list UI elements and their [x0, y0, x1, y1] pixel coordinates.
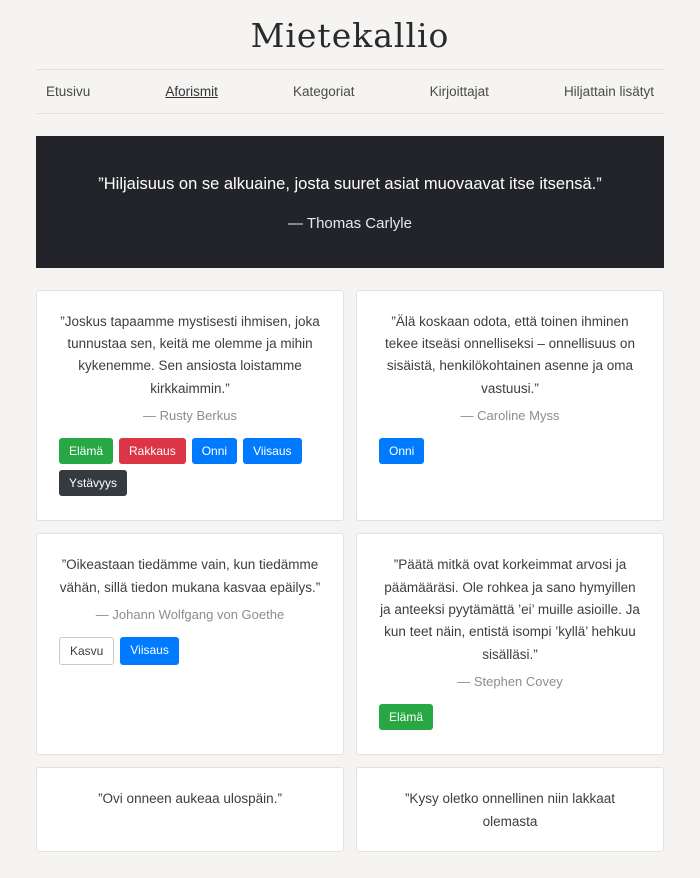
tag-ystavyys[interactable]: Ystävyys — [59, 470, 127, 496]
quote-card[interactable] — [356, 290, 664, 522]
tag-viisaus[interactable]: Viisaus — [243, 438, 301, 464]
quote-author: — Rusty Berkus — [143, 407, 237, 423]
quote-text: ”Kysy oletko onnellinen niin lakkaat olemasta — [404, 791, 616, 829]
quote-text: ”Päätä mitkä ovat korkeimmat arvosi ja päämääräsi. Ole rohkea ja sano hymyillen ja anteeksi pyytämättä ’ei’ muille asioille. Ja kun teet näin, entistä isompi ’kyllä’ hehkuu sisälläsi.” — [380, 557, 640, 662]
tag-list — [379, 438, 641, 470]
featured-quote-text: ”Hiljaisuus on se alkuaine, josta suuret asiat muovaavat itse itsensä.” — [98, 175, 602, 193]
quote-card-wrapper — [350, 527, 670, 761]
quote-card-wrapper — [30, 527, 350, 761]
tag-list — [59, 438, 321, 502]
quote-card-wrapper — [30, 761, 350, 858]
quote-text: ”Älä koskaan odota, että toinen ihminen tekee itseäsi onnelliseksi – onnellisuus on sisäistä, henkilökohtainen asenne ja oma vastuusi.” — [385, 313, 635, 396]
tag-elama[interactable]: Elämä — [379, 704, 433, 730]
quote-card[interactable] — [36, 290, 344, 522]
quote-card-grid — [30, 284, 670, 858]
nav-item-etusivu[interactable]: Etusivu — [46, 84, 91, 99]
nav-item-hiljattain-lisatyt[interactable]: Hiljattain lisätyt — [563, 84, 654, 99]
featured-quote-author: — Thomas Carlyle — [288, 214, 412, 232]
quote-author: — Johann Wolfgang von Goethe — [95, 606, 285, 622]
tag-onni[interactable]: Onni — [379, 438, 424, 464]
quote-card[interactable] — [356, 767, 664, 852]
nav-item-kirjoittajat[interactable]: Kirjoittajat — [429, 84, 489, 99]
tag-onni[interactable]: Onni — [192, 438, 237, 464]
featured-quote-banner — [36, 136, 664, 268]
quote-card[interactable] — [356, 533, 664, 755]
tag-viisaus[interactable]: Viisaus — [120, 637, 178, 665]
nav-item-aforismit[interactable]: Aforismit — [165, 84, 218, 99]
quote-card-wrapper — [30, 284, 350, 528]
quote-card-wrapper — [350, 284, 670, 528]
quote-card[interactable] — [36, 767, 344, 852]
quote-card-wrapper — [350, 761, 670, 858]
tag-rakkaus[interactable]: Rakkaus — [119, 438, 186, 464]
quote-text: ”Ovi onneen aukeaa ulospäin.” — [98, 791, 282, 807]
quote-text: ”Joskus tapaamme mystisesti ihmisen, joka tunnustaa sen, keitä me olemme ja mihin kykenemme. Sen ansiosta loistamme kirkkaimmin.” — [60, 313, 320, 396]
tag-kasvu[interactable]: Kasvu — [59, 637, 114, 665]
quote-author: — Stephen Covey — [457, 673, 563, 689]
site-title: Mietekallio — [250, 16, 450, 55]
tag-list — [379, 704, 641, 736]
quote-card[interactable] — [36, 533, 344, 755]
tag-list — [59, 637, 321, 671]
quote-text: ”Oikeastaan tiedämme vain, kun tiedämme vähän, sillä tiedon mukana kasvaa epäilys.” — [59, 557, 321, 595]
quote-author: — Caroline Myss — [460, 407, 560, 423]
nav-item-kategoriat[interactable]: Kategoriat — [292, 84, 355, 99]
tag-elama[interactable]: Elämä — [59, 438, 113, 464]
main-navigation — [36, 69, 664, 114]
